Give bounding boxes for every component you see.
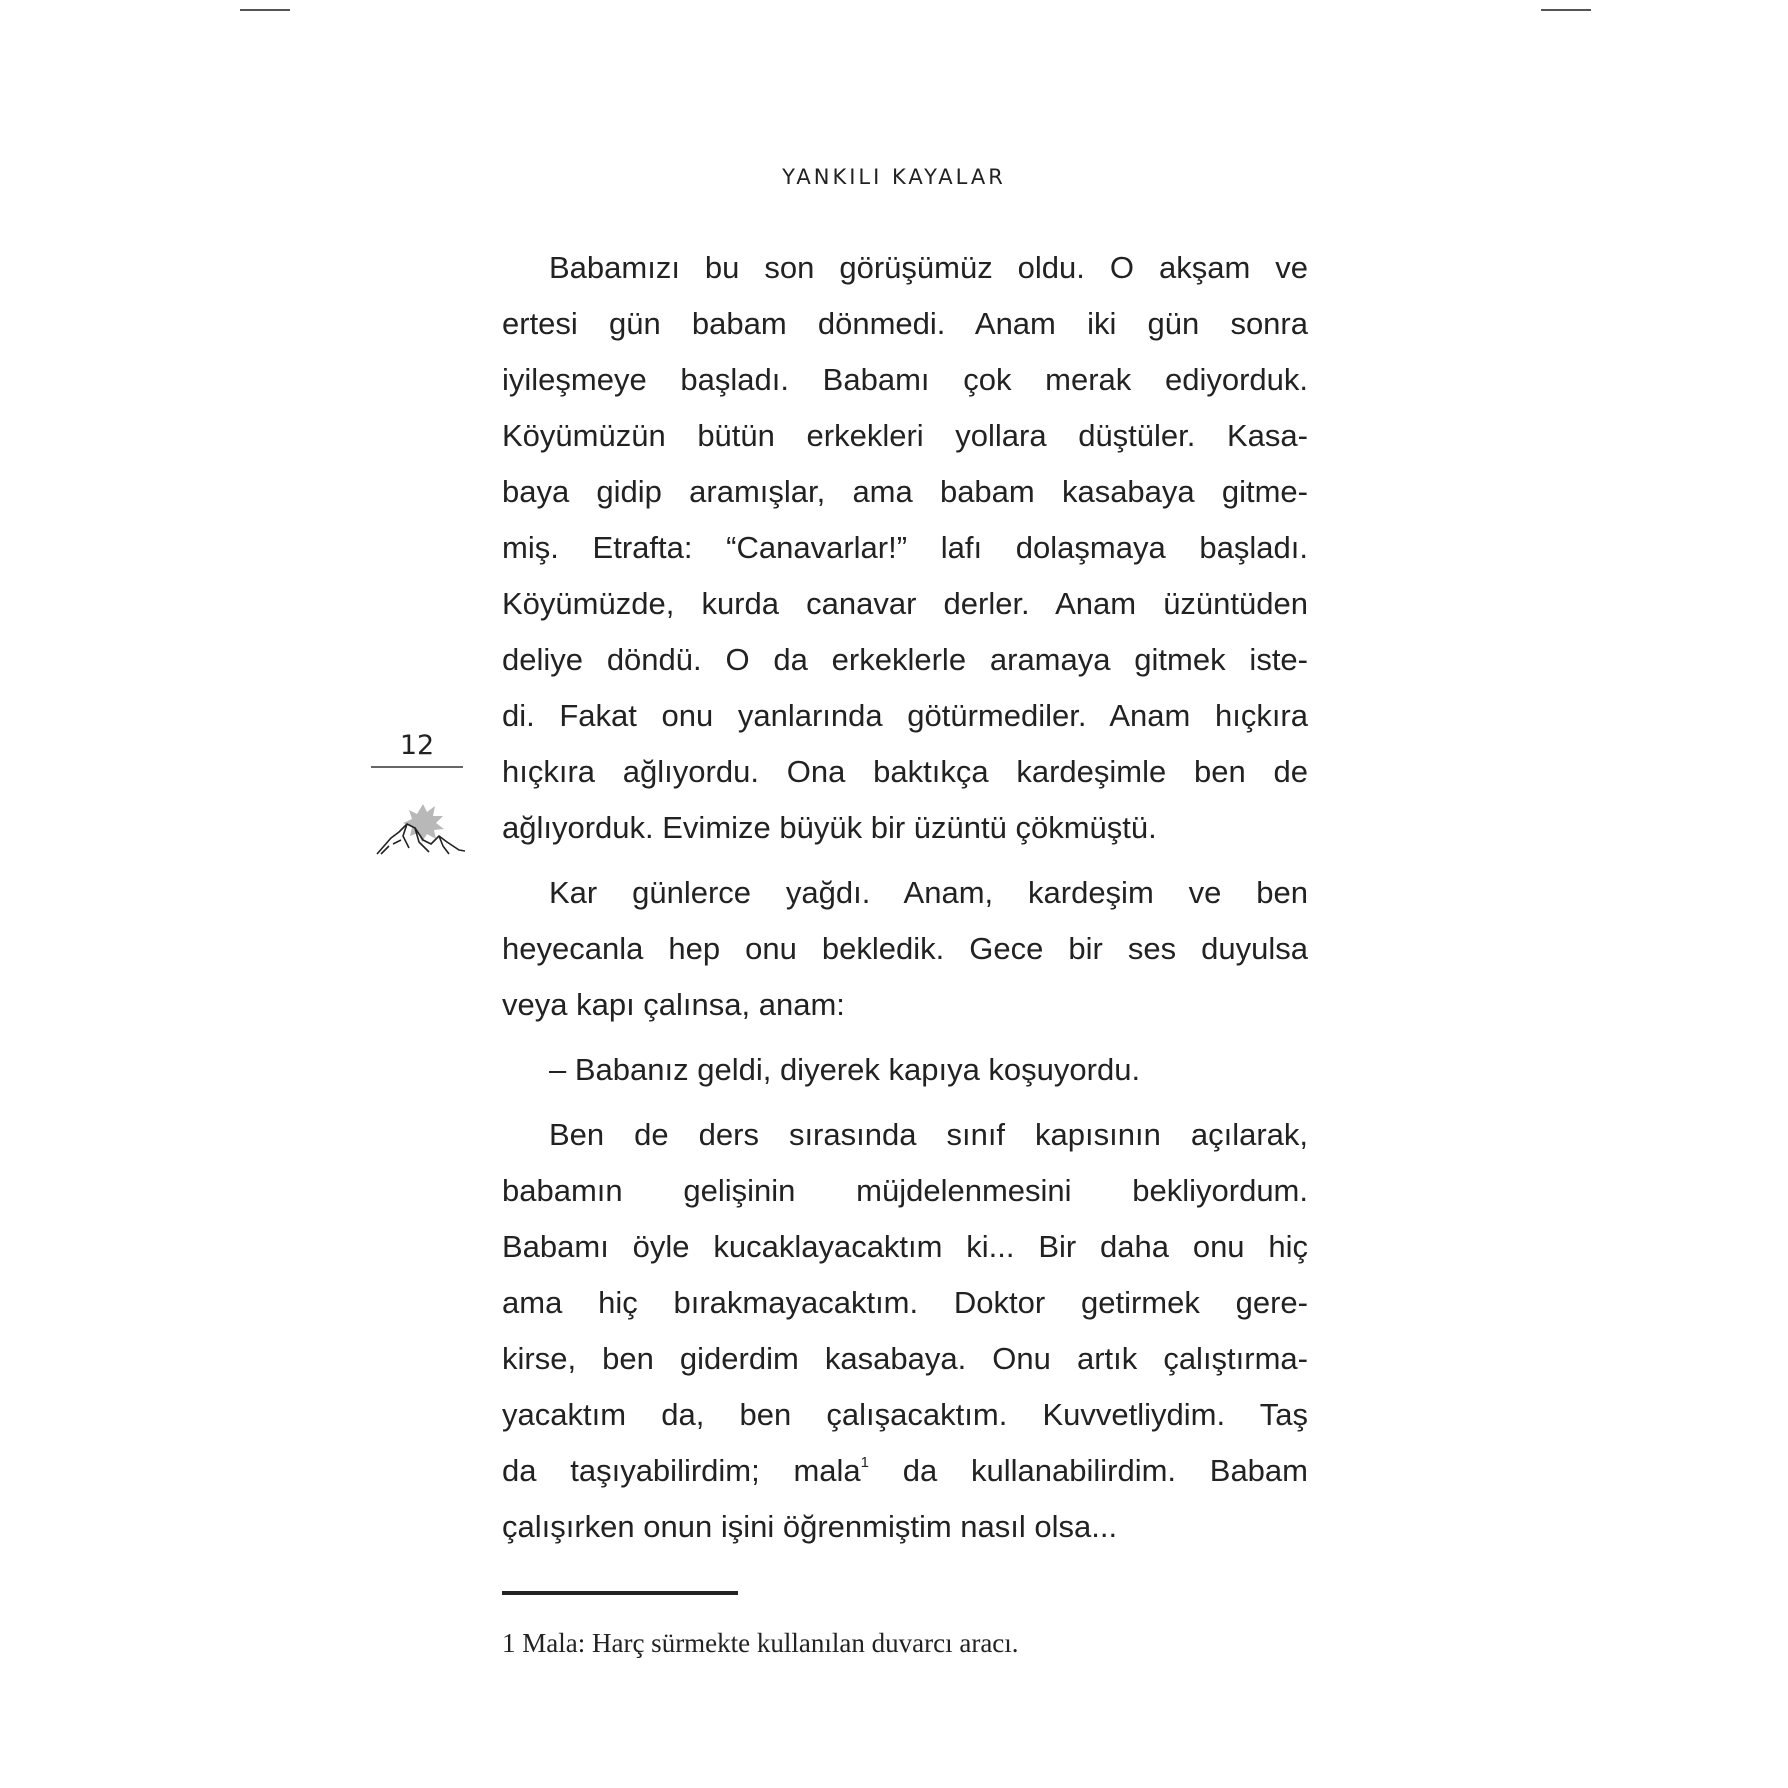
text-line: Ben de ders sırasında sınıf kapısının açılarak, — [549, 1117, 1308, 1152]
text-segment: da taşıyabilirdim; mala — [502, 1453, 861, 1488]
paragraph — [502, 1107, 1308, 1555]
text-line: – Babanız geldi, diyerek kapıya koşuyordu. — [549, 1052, 1141, 1087]
mountain-sun-icon — [373, 796, 468, 858]
text-line: Babamı öyle kucaklayacaktım ki... Bir daha onu hiç — [502, 1229, 1308, 1264]
text-line: kirse, ben giderdim kasabaya. Onu artık çalıştırma- — [502, 1341, 1308, 1376]
text-line-with-footnote — [502, 1443, 1308, 1499]
footnote: 1 Mala: Harç sürmekte kullanılan duvarcı aracı. — [502, 1628, 1019, 1658]
text-line: di. Fakat onu yanlarında götürmediler. Anam hıçkıra — [502, 698, 1308, 733]
text-line: ama hiç bırakmayacaktım. Doktor getirmek gere- — [502, 1285, 1308, 1320]
text-line: iyileşmeye başladı. Babamı çok merak ediyorduk. — [502, 362, 1308, 397]
crop-mark-left — [240, 9, 290, 11]
text-line: yacaktım da, ben çalışacaktım. Kuvvetliydim. Taş — [502, 1397, 1308, 1432]
crop-mark-right — [1541, 9, 1591, 11]
text-segment: da kullanabilirdim. Babam — [869, 1453, 1308, 1488]
text-line: babamın gelişinin müjdelenmesini bekliyordum. — [502, 1173, 1308, 1208]
footnote-marker[interactable]: 1 — [860, 1454, 870, 1471]
footnote-separator — [502, 1591, 738, 1595]
text-line: Köyümüzde, kurda canavar derler. Anam üzüntüden — [502, 586, 1308, 621]
text-line: Kar günlerce yağdı. Anam, kardeşim ve ben — [549, 875, 1308, 910]
text-line: heyecanla hep onu bekledik. Gece bir ses duyulsa — [502, 931, 1308, 966]
text-line: Köyümüzün bütün erkekleri yollara düştüler. Kasa- — [502, 418, 1308, 453]
text-line: ertesi gün babam dönmedi. Anam iki gün sonra — [502, 306, 1308, 341]
page-number-rule — [371, 766, 463, 768]
page-number: 12 — [399, 730, 435, 761]
text-line: hıçkıra ağlıyordu. Ona baktıkça kardeşimle ben de — [502, 754, 1308, 789]
dialogue-paragraph — [502, 1042, 1308, 1098]
text-line: çalışırken onun işini öğrenmiştim nasıl olsa... — [502, 1509, 1118, 1544]
text-line: veya kapı çalınsa, anam: — [502, 987, 845, 1022]
text-line: Babamızı bu son görüşümüz oldu. O akşam ve — [549, 250, 1308, 285]
text-line: ağlıyorduk. Evimize büyük bir üzüntü çökmüştü. — [502, 810, 1157, 845]
paragraph — [502, 865, 1308, 1033]
text-line: deliye döndü. O da erkeklerle aramaya gitmek iste- — [502, 642, 1308, 677]
text-line: baya gidip aramışlar, ama babam kasabaya gitme- — [502, 474, 1308, 509]
text-line: miş. Etrafta: “Canavarlar!” lafı dolaşmaya başladı. — [502, 530, 1308, 565]
body-text — [502, 240, 1308, 1555]
running-head: YANKILI KAYALAR — [782, 165, 1006, 189]
paragraph — [502, 240, 1308, 856]
